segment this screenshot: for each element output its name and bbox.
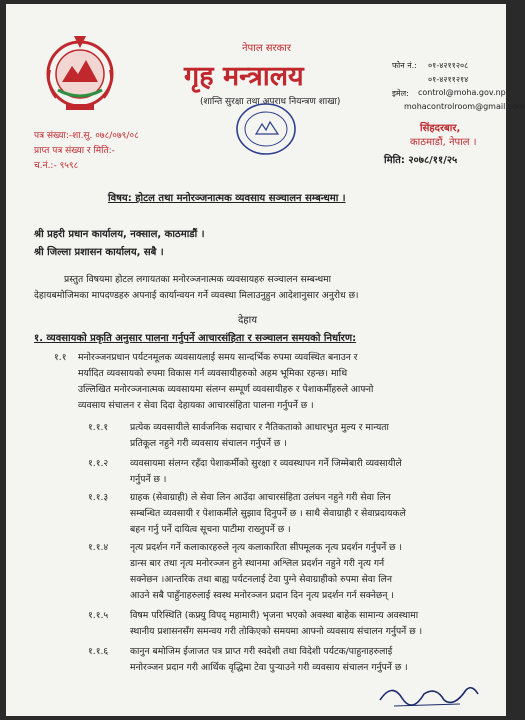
item-113-number: १.१.३ [88,492,109,503]
item-114-line-3: सक्नेछन ।आन्तरिक तथा बाह्य पर्यटनलाई टेवा पुग्ने सेवाग्राहीको रुपमा सेवा लिन [130,574,392,585]
signature-icon [374,676,484,712]
item-115-line-2: स्थानीय प्रशासनसँग समन्वय गरी तोकिएको समयमा आफ्नो व्यवसाय संचालन गर्नुपर्ने छ । [130,626,423,637]
p11-number: १.१ [54,352,67,363]
item-114-line-4: आउने सबै पाहुँनाहरुलाई स्वस्थ मनोरञ्जन प्रदान दिन नृत्य प्रदर्शन गर्न सक्नेछन् । [130,590,394,601]
item-112-line-2: गर्नुपर्ने छ । [130,474,167,485]
email-1: control@moha.gov.np [418,88,506,97]
recipient-1: श्री प्रहरी प्रधान कार्यालय, नक्साल, काठमाडौं । [34,229,205,240]
email-2: mohacontrolroom@gmail.com [404,102,525,111]
item-112-number: १.१.२ [88,458,109,469]
item-111-number: १.१.१ [88,422,109,433]
item-115-line-1: विषम परिस्थिति (कफ्र्यु विपद् महामारी) भृजना भएको अवस्था बाहेक सामान्य अवस्थामा [130,610,419,621]
item-116-line-2: मनोरञ्जन प्रदान गरी आर्थिक वृद्धिमा टेवा पुऱ्याउने गरी व्यवसाय संचालन गर्नुपर्ने छ । [130,662,408,673]
item-115-number: १.१.५ [88,610,109,621]
office-stamp-icon [234,100,298,158]
place-2: काठमाडौं, नेपाल । [410,137,477,148]
place-1: सिंहदरबार, [420,123,461,134]
email-label: इमेल: [392,89,409,98]
govt-title: नेपाल सरकार [242,43,291,54]
p11-line-3: उल्लिखित मनोरञ्जनात्मक व्यवसायमा संलग्न सम्पूर्ण व्यवसायीहरु र पेशाकर्मीहरुले आफ्नो [78,384,374,395]
item-112-line-1: व्यवसायमा संलग्न रहँदा पेशाकर्मीको सुरक्षा र व्यवस्थापन गर्ने जिम्मेबारी व्यवसायीले [130,458,402,469]
letter-date: मिति: २०७८/११/२५ [384,155,458,166]
unit-title: (शान्ति सुरक्षा तथा अपराध नियन्त्रण शाखा) [200,97,341,107]
item-114-number: १.१.४ [88,542,109,553]
intro-line-1: प्रस्तुत विषयमा होटल लगायतका मनोरञ्जनात्मक व्यवसायहरु सञ्चालन सम्बन्धमा [64,274,331,285]
phone-1: ०१-४२११२०८ [428,61,469,70]
item-114-line-1: नृत्य प्रदर्शन गर्ने कलाकारहरुले नृत्य कलाकारिता सीपमूलक नृत्य प्रदर्शन गर्नुपर्ने छ । [130,542,402,553]
letter-page [6,4,525,716]
dehaya-heading: देहाय [238,315,258,326]
item-111-line-2: प्रतिकूल नहुने गरी व्यवसाय संचालन गर्नुपर्ने छ । [130,438,287,449]
patra-sankhya: पत्र संख्या:-शा.सु. ०७८/०७९/०८ [34,131,139,141]
item-113-line-1: ग्राहक (सेवाग्राही) ले सेवा लिन आउँदा आचारसंहिता उलंघन नहुने गरी सेवा लिन [130,492,391,503]
prapta-patra: प्राप्त पत्र संख्या र मिति:- [34,146,115,156]
p11-line-4: व्यवसाय संचालन र सेवा दिदा देहायका आचारसंहिता पालना गर्नुपर्ने छ । [78,400,314,411]
item-113-line-2: सम्बन्धित व्यवसायी र पेशाकर्मीले सुझाव दिनुपर्ने छ । साथै सेवाग्राही र सेवाप्रदायकले [130,508,406,519]
recipient-2: श्री जिल्ला प्रशासन कार्यालय, सबै । [34,247,164,258]
p11-line-1: मनोरञ्जनप्रधान पर्यटनमूलक व्यवसायलाई समय सान्दर्भिक रुपमा व्यवस्थित बनाउन र [78,352,358,363]
item-116-line-1: कानुन बमोजिम ईजाजत पत्र प्राप्त गरी स्वदेशी तथा विदेशी पर्यटक/पाहुनाहरुलाई [130,646,393,657]
item-111-line-1: प्रत्येक व्यवसायीले सार्वजनिक सदाचार र नैतिकताको आधारभुत मुल्य र मान्यता [130,422,389,433]
subject-line: विषय: होटल तथा मनोरञ्जनात्मक व्यवसाय सञ्चालन सम्बन्धमा । [108,193,346,204]
p11-line-2: मर्यादित व्यवसायको रुपमा विकास गर्न व्यवसायीहरुको अहम भूमिका रहन्छ। माथि [78,368,348,379]
nepal-emblem-icon [40,30,120,114]
item-113-line-3: बहन गर्नु पर्ने दायित्व सूचना पाटीमा राख्नुपर्ने छ । [130,524,291,535]
phone-label: फोन नं.: [392,61,417,70]
phone-2: ०१-४२११२१४ [428,75,469,84]
intro-line-2: देहायबमोजिमका मापदण्डहरु अपनाई कार्यान्वयन गर्ने व्यवस्था मिलाउनुहुन आदेशानुसार अनुरोध छ। [34,290,359,301]
item-114-line-2: डान्स बार तथा नृत्य मनोरञ्जन हुने स्थानमा अश्लिल प्रदर्शन नहुने गरी नृत्य गर्न [130,558,385,569]
item-116-number: १.१.६ [88,646,109,657]
chalani-number: च.नं.:- ९५९८ [34,161,79,171]
section-1-heading: १. व्यवसायको प्रकृति अनुसार पालना गर्नुपर्ने आचारसंहिता र सञ्चालन समयको निर्धारण: [34,333,357,344]
ministry-title: गृह मन्त्रालय [184,61,304,92]
